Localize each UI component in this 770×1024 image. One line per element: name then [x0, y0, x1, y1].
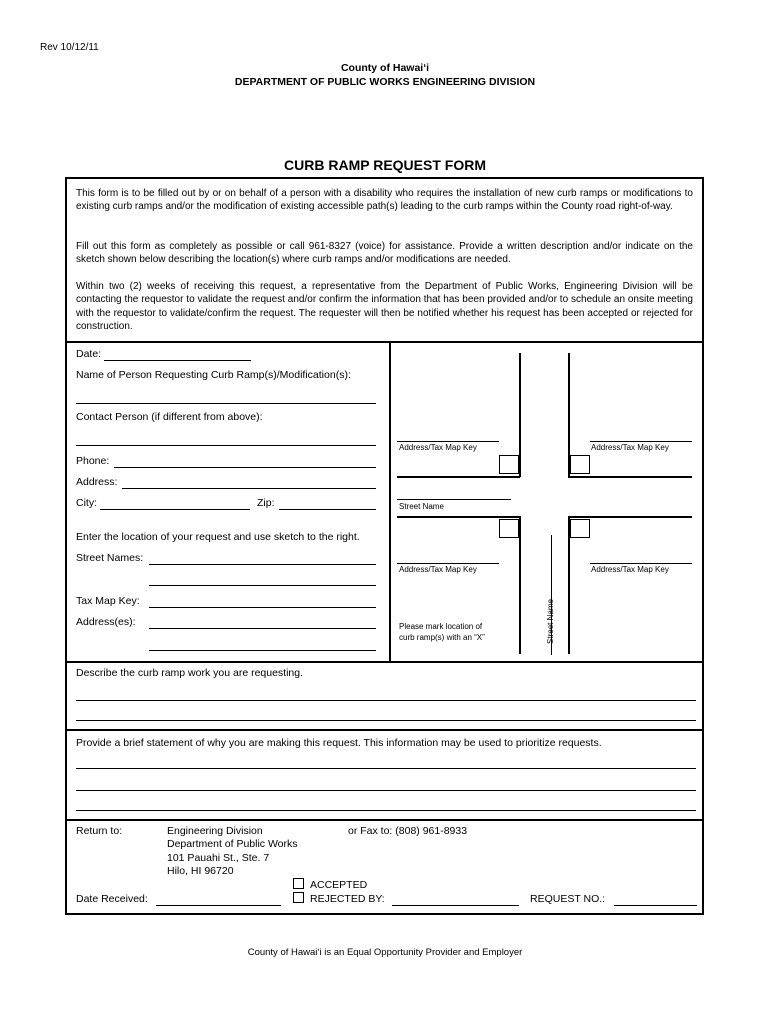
ramp-box-tl[interactable]	[499, 455, 519, 474]
city-field[interactable]	[100, 509, 250, 510]
footer-eeo-statement: County of Hawai‘i is an Equal Opportunity Provider and Employer	[247, 947, 523, 958]
tax-map-key-label: Tax Map Key:	[76, 595, 140, 607]
city-label: City:	[76, 497, 97, 509]
sketch-curb-bl-horizontal	[397, 516, 520, 518]
street-name-caption-h: Street Name	[399, 502, 444, 511]
zip-label: Zip:	[257, 497, 275, 509]
address-label: Address:	[76, 476, 118, 488]
rejected-checkbox[interactable]	[293, 892, 304, 903]
date-field[interactable]	[104, 360, 251, 361]
accepted-checkbox[interactable]	[293, 878, 304, 889]
rejected-by-field[interactable]	[392, 905, 519, 906]
intro-paragraph-1: This form is to be filled out by or on behalf of a person with a disability who requires the installation of new curb ramps or modifications to existing curb ramps and/or the modification of existing accessible path(s) leading to the curb ramps within the County road right-of-way.	[76, 188, 693, 213]
return-addr-line-1: Engineering Division	[167, 825, 263, 837]
statement-line-3[interactable]	[76, 810, 696, 811]
sketch-curb-bl-vertical	[519, 516, 521, 654]
address-line-tl[interactable]	[397, 441, 499, 442]
statement-line-2[interactable]	[76, 790, 696, 791]
return-addr-line-4: Hilo, HI 96720	[167, 865, 234, 877]
describe-work-label: Describe the curb ramp work you are requesting.	[76, 667, 304, 679]
statement-line-1[interactable]	[76, 768, 696, 769]
mark-note-line-1: Please mark location of	[399, 622, 483, 631]
requester-name-field[interactable]	[76, 403, 376, 404]
phone-field[interactable]	[114, 467, 376, 468]
statement-label: Provide a brief statement of why you are making this request. This information may be used to prioritize requests.	[76, 737, 602, 749]
return-addr-line-2: Department of Public Works	[167, 838, 298, 850]
return-to-label: Return to:	[76, 825, 123, 837]
tax-map-key-field[interactable]	[149, 607, 376, 608]
divider	[67, 729, 702, 731]
ramp-box-bl[interactable]	[499, 519, 519, 538]
sketch-curb-br-horizontal	[568, 516, 692, 518]
intro-paragraph-3: Within two (2) weeks of receiving this request, a representative from the Department of Public Works, Engineering Division will be contacting the requestor to validate the request and/or confirm the information that has been provided and/or to schedule an onsite meeting with the requestor to validate/confirm the request. The requester will then be notified whether his request has been accepted or rejected for construction.	[76, 281, 693, 332]
fax-number: or Fax to: (808) 961-8933	[348, 825, 468, 837]
street-name-line-h[interactable]	[397, 499, 511, 500]
enter-location-label: Enter the location of your request and use sketch to the right.	[76, 531, 360, 543]
divider	[67, 341, 702, 343]
date-label: Date:	[76, 348, 102, 360]
rejected-by-label: REJECTED BY:	[310, 893, 385, 905]
divider	[67, 819, 702, 821]
contact-person-label: Contact Person (if different from above):	[76, 411, 263, 423]
address-line-bl[interactable]	[397, 563, 499, 564]
sketch-curb-tl-vertical	[519, 353, 521, 477]
address-caption-tr: Address/Tax Map Key	[591, 443, 669, 452]
street-names-field-1[interactable]	[149, 564, 376, 565]
form-frame	[65, 177, 704, 915]
addresses-field-1[interactable]	[149, 628, 376, 629]
return-addr-line-3: 101 Pauahi St., Ste. 7	[167, 852, 270, 864]
intro-paragraph-2: Fill out this form as completely as possible or call 961-8327 (voice) for assistance. Provide a written description and/or indicate on the sketch shown below describing the location(s) where curb ramps and/or modifications are needed.	[76, 241, 693, 266]
street-name-caption-v: Street Name	[545, 599, 555, 644]
street-names-label: Street Names:	[76, 552, 144, 564]
addresses-label: Address(es):	[76, 616, 136, 628]
accepted-label: ACCEPTED	[310, 879, 368, 891]
describe-work-line-1[interactable]	[76, 700, 696, 701]
sketch-curb-tr-horizontal	[568, 476, 692, 478]
address-field[interactable]	[122, 488, 376, 489]
ramp-box-br[interactable]	[570, 519, 590, 538]
form-title: CURB RAMP REQUEST FORM	[284, 157, 486, 173]
date-received-field[interactable]	[156, 905, 281, 906]
ramp-box-tr[interactable]	[570, 455, 590, 474]
date-received-label: Date Received:	[76, 893, 148, 905]
describe-work-line-2[interactable]	[76, 720, 696, 721]
phone-label: Phone:	[76, 455, 110, 467]
department-name: DEPARTMENT OF PUBLIC WORKS ENGINEERING DIVISION	[234, 76, 536, 88]
mark-note-line-2: curb ramp(s) with an “X”	[399, 633, 485, 642]
requester-name-label: Name of Person Requesting Curb Ramp(s)/Modification(s):	[76, 369, 351, 381]
zip-field[interactable]	[279, 509, 376, 510]
street-names-field-2[interactable]	[149, 585, 376, 586]
revision-date: Rev 10/12/11	[40, 42, 99, 53]
county-name: County of Hawai‘i	[340, 62, 430, 74]
request-number-field[interactable]	[614, 905, 697, 906]
sketch-curb-tl-horizontal	[397, 476, 520, 478]
request-number-label: REQUEST NO.:	[530, 893, 606, 905]
address-caption-tl: Address/Tax Map Key	[399, 443, 477, 452]
address-line-tr[interactable]	[590, 441, 692, 442]
addresses-field-2[interactable]	[149, 650, 376, 651]
address-caption-br: Address/Tax Map Key	[591, 565, 669, 574]
divider	[67, 661, 702, 663]
section-divider	[389, 341, 391, 661]
address-line-br[interactable]	[590, 563, 692, 564]
address-caption-bl: Address/Tax Map Key	[399, 565, 477, 574]
contact-person-field[interactable]	[76, 445, 376, 446]
